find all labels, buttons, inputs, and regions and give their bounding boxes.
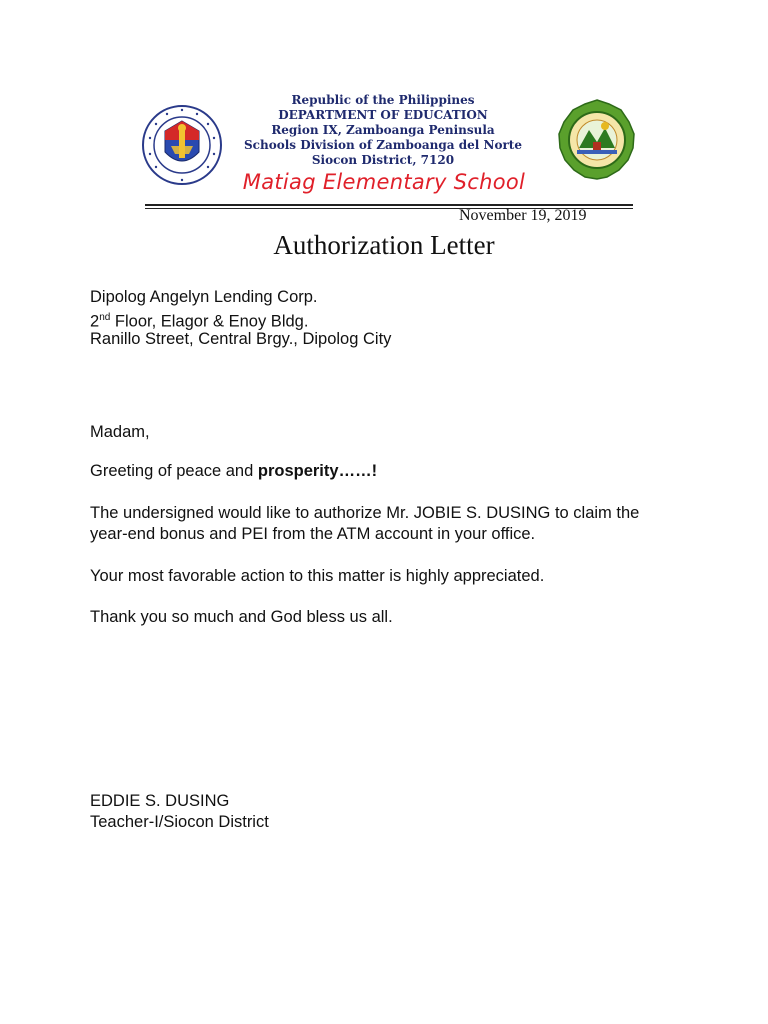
letter-title: Authorization Letter [273,230,495,260]
header-region: Region IX, Zamboanga Peninsula [271,123,495,137]
greeting-end: ……! [338,462,378,480]
paragraph-2: Your most favorable action to this matter is highly appreciated. [90,567,545,585]
greeting-start: Greeting of peace and [90,462,258,480]
greeting [90,460,377,482]
signatory-name: EDDIE S. DUSING [90,792,230,810]
header-divider-thick [145,204,633,206]
header-department: DEPARTMENT OF EDUCATION [278,108,488,122]
recipient-name: Dipolog Angelyn Lending Corp. [90,288,318,306]
paragraph-1-line-1: The undersigned would like to authorize Mr. JOBIE S. DUSING to claim the [90,504,640,522]
header-division: Schools Division of Zamboanga del Norte [244,138,522,152]
floor-suffix: nd [99,312,111,323]
paragraph-3: Thank you so much and God bless us all. [90,608,393,626]
paragraph-1-line-2: year-end bonus and PEI from the ATM account in your office. [90,525,536,543]
recipient-address-line2: Ranillo Street, Central Brgy., Dipolog City [90,330,392,348]
signatory-title: Teacher-I/Siocon District [90,813,269,831]
floor-rest: Floor, Elagor & Enoy Bldg. [110,312,309,331]
greeting-bold: prosperity [257,462,339,480]
header-republic: Republic of the Philippines [291,93,475,107]
floor-number: 2 [90,312,100,331]
salutation: Madam, [90,423,150,441]
school-name: Matiag Elementary School [242,170,526,194]
header-district: Siocon District, 7120 [311,153,455,167]
letter-date: November 19, 2019 [459,207,587,224]
